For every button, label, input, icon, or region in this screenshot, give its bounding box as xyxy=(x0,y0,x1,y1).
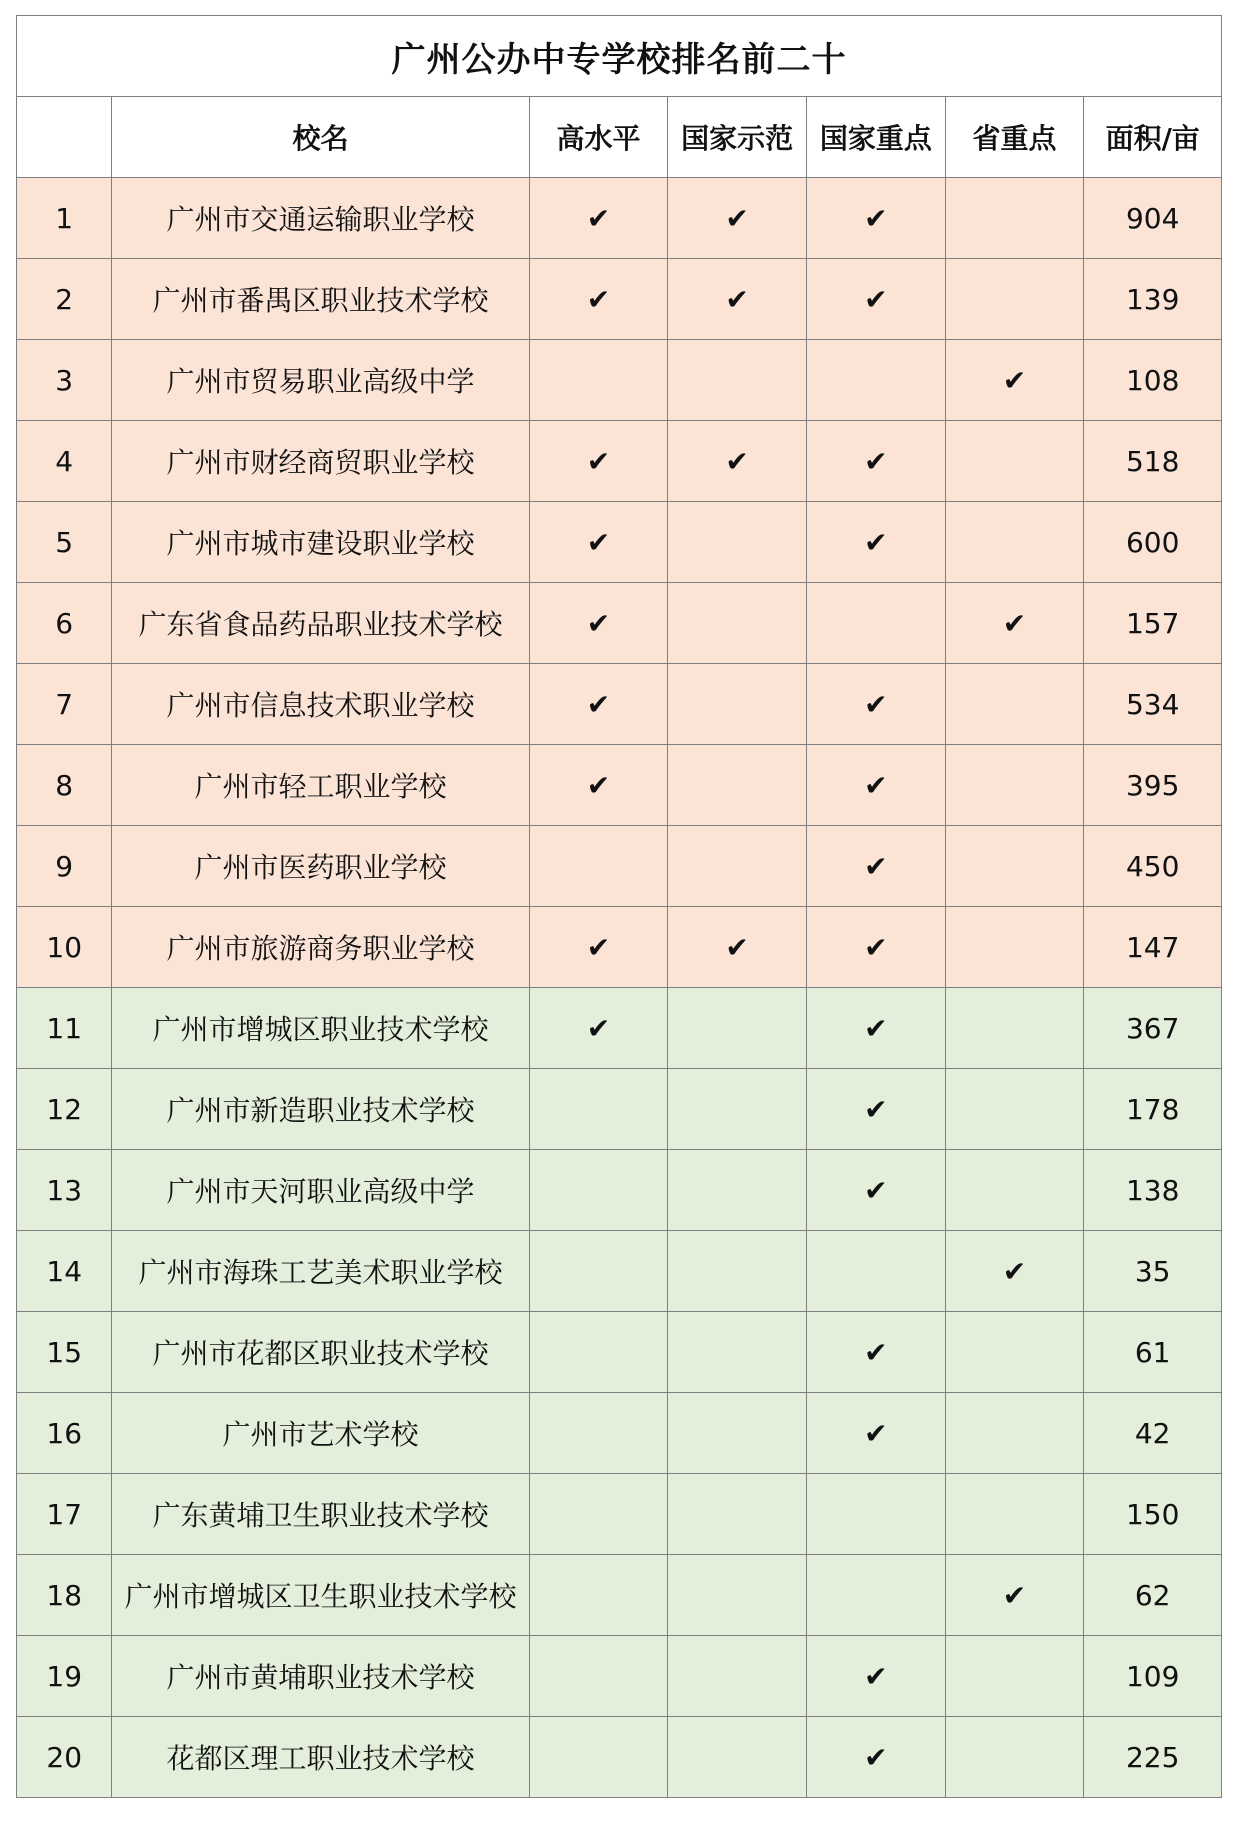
provincial-key-cell xyxy=(945,1393,1084,1474)
national-key-cell: ✔ xyxy=(806,907,945,988)
national-demo-cell xyxy=(668,1474,807,1555)
table-row xyxy=(17,1474,1222,1555)
rank-cell: 12 xyxy=(17,1069,112,1150)
provincial-key-cell xyxy=(945,988,1084,1069)
provincial-key-cell xyxy=(945,421,1084,502)
national-demo-cell xyxy=(668,1555,807,1636)
school-name-cell: 广州市海珠工艺美术职业学校 xyxy=(112,1231,529,1312)
national-demo-cell xyxy=(668,1069,807,1150)
national-demo-cell xyxy=(668,826,807,907)
area-cell: 42 xyxy=(1084,1393,1222,1474)
school-name-cell: 广州市天河职业高级中学 xyxy=(112,1150,529,1231)
high-level-cell: ✔ xyxy=(529,178,668,259)
national-demo-cell xyxy=(668,340,807,421)
provincial-key-cell: ✔ xyxy=(945,340,1084,421)
high-level-cell xyxy=(529,1717,668,1798)
rank-cell: 19 xyxy=(17,1636,112,1717)
high-level-cell: ✔ xyxy=(529,583,668,664)
national-key-cell: ✔ xyxy=(806,502,945,583)
national-demo-cell xyxy=(668,1717,807,1798)
provincial-key-cell xyxy=(945,502,1084,583)
school-name-cell: 广州市城市建设职业学校 xyxy=(112,502,529,583)
rank-cell: 4 xyxy=(17,421,112,502)
high-level-cell: ✔ xyxy=(529,502,668,583)
area-cell: 35 xyxy=(1084,1231,1222,1312)
school-name-cell: 广州市医药职业学校 xyxy=(112,826,529,907)
rank-cell: 6 xyxy=(17,583,112,664)
area-cell: 147 xyxy=(1084,907,1222,988)
rank-cell: 5 xyxy=(17,502,112,583)
table-row xyxy=(17,1555,1222,1636)
table-row xyxy=(17,502,1222,583)
school-name-cell: 广州市旅游商务职业学校 xyxy=(112,907,529,988)
national-key-cell: ✔ xyxy=(806,1717,945,1798)
school-name-cell: 广州市增城区卫生职业技术学校 xyxy=(112,1555,529,1636)
national-demo-cell xyxy=(668,1150,807,1231)
area-cell: 600 xyxy=(1084,502,1222,583)
school-name-cell: 广州市新造职业技术学校 xyxy=(112,1069,529,1150)
ranking-table-container xyxy=(16,15,1222,1798)
national-demo-cell xyxy=(668,502,807,583)
table-row xyxy=(17,178,1222,259)
table-row xyxy=(17,1393,1222,1474)
provincial-key-cell xyxy=(945,907,1084,988)
national-key-cell xyxy=(806,1231,945,1312)
provincial-key-cell: ✔ xyxy=(945,583,1084,664)
table-row xyxy=(17,988,1222,1069)
header-area: 面积/亩 xyxy=(1084,97,1222,178)
high-level-cell xyxy=(529,1231,668,1312)
table-row xyxy=(17,826,1222,907)
high-level-cell xyxy=(529,1312,668,1393)
high-level-cell xyxy=(529,1555,668,1636)
school-name-cell: 广州市花都区职业技术学校 xyxy=(112,1312,529,1393)
provincial-key-cell xyxy=(945,1150,1084,1231)
rank-cell: 20 xyxy=(17,1717,112,1798)
rank-cell: 17 xyxy=(17,1474,112,1555)
high-level-cell xyxy=(529,340,668,421)
school-name-cell: 广州市黄埔职业技术学校 xyxy=(112,1636,529,1717)
provincial-key-cell xyxy=(945,1717,1084,1798)
rank-cell: 8 xyxy=(17,745,112,826)
area-cell: 450 xyxy=(1084,826,1222,907)
header-row xyxy=(17,97,1222,178)
national-key-cell: ✔ xyxy=(806,745,945,826)
national-demo-cell: ✔ xyxy=(668,259,807,340)
national-key-cell: ✔ xyxy=(806,1312,945,1393)
area-cell: 62 xyxy=(1084,1555,1222,1636)
school-name-cell: 广东省食品药品职业技术学校 xyxy=(112,583,529,664)
header-name: 校名 xyxy=(112,97,529,178)
area-cell: 178 xyxy=(1084,1069,1222,1150)
school-name-cell: 广州市番禺区职业技术学校 xyxy=(112,259,529,340)
header-provincial-key: 省重点 xyxy=(945,97,1084,178)
national-demo-cell: ✔ xyxy=(668,907,807,988)
national-key-cell xyxy=(806,1474,945,1555)
high-level-cell xyxy=(529,1150,668,1231)
table-row xyxy=(17,745,1222,826)
provincial-key-cell xyxy=(945,745,1084,826)
table-row xyxy=(17,664,1222,745)
table-row xyxy=(17,1069,1222,1150)
national-demo-cell xyxy=(668,988,807,1069)
rank-cell: 16 xyxy=(17,1393,112,1474)
header-national-demo: 国家示范 xyxy=(668,97,807,178)
high-level-cell: ✔ xyxy=(529,259,668,340)
national-key-cell xyxy=(806,583,945,664)
national-key-cell: ✔ xyxy=(806,988,945,1069)
rank-cell: 2 xyxy=(17,259,112,340)
provincial-key-cell: ✔ xyxy=(945,1555,1084,1636)
table-title: 广州公办中专学校排名前二十 xyxy=(17,16,1222,97)
table-row xyxy=(17,1717,1222,1798)
provincial-key-cell xyxy=(945,1312,1084,1393)
rank-cell: 11 xyxy=(17,988,112,1069)
national-key-cell: ✔ xyxy=(806,1636,945,1717)
rank-cell: 7 xyxy=(17,664,112,745)
header-high-level: 高水平 xyxy=(529,97,668,178)
area-cell: 157 xyxy=(1084,583,1222,664)
national-key-cell: ✔ xyxy=(806,664,945,745)
area-cell: 904 xyxy=(1084,178,1222,259)
school-name-cell: 广州市贸易职业高级中学 xyxy=(112,340,529,421)
national-key-cell: ✔ xyxy=(806,178,945,259)
provincial-key-cell xyxy=(945,1636,1084,1717)
area-cell: 395 xyxy=(1084,745,1222,826)
national-key-cell xyxy=(806,1555,945,1636)
national-demo-cell xyxy=(668,1636,807,1717)
table-row xyxy=(17,1636,1222,1717)
school-name-cell: 广州市艺术学校 xyxy=(112,1393,529,1474)
national-key-cell: ✔ xyxy=(806,826,945,907)
area-cell: 367 xyxy=(1084,988,1222,1069)
high-level-cell: ✔ xyxy=(529,988,668,1069)
high-level-cell: ✔ xyxy=(529,421,668,502)
national-demo-cell xyxy=(668,745,807,826)
national-key-cell: ✔ xyxy=(806,1150,945,1231)
national-demo-cell xyxy=(668,664,807,745)
national-demo-cell: ✔ xyxy=(668,421,807,502)
school-name-cell: 花都区理工职业技术学校 xyxy=(112,1717,529,1798)
high-level-cell xyxy=(529,826,668,907)
area-cell: 518 xyxy=(1084,421,1222,502)
national-demo-cell xyxy=(668,1393,807,1474)
school-ranking-table xyxy=(16,15,1222,1798)
table-row xyxy=(17,421,1222,502)
area-cell: 150 xyxy=(1084,1474,1222,1555)
provincial-key-cell xyxy=(945,259,1084,340)
rank-cell: 14 xyxy=(17,1231,112,1312)
rank-cell: 15 xyxy=(17,1312,112,1393)
national-key-cell: ✔ xyxy=(806,1393,945,1474)
school-name-cell: 广东黄埔卫生职业技术学校 xyxy=(112,1474,529,1555)
rank-cell: 18 xyxy=(17,1555,112,1636)
area-cell: 534 xyxy=(1084,664,1222,745)
provincial-key-cell xyxy=(945,664,1084,745)
national-key-cell: ✔ xyxy=(806,259,945,340)
high-level-cell xyxy=(529,1393,668,1474)
table-row xyxy=(17,583,1222,664)
area-cell: 108 xyxy=(1084,340,1222,421)
table-row xyxy=(17,1312,1222,1393)
provincial-key-cell xyxy=(945,1474,1084,1555)
high-level-cell: ✔ xyxy=(529,664,668,745)
table-row xyxy=(17,1231,1222,1312)
provincial-key-cell xyxy=(945,178,1084,259)
high-level-cell: ✔ xyxy=(529,745,668,826)
area-cell: 109 xyxy=(1084,1636,1222,1717)
school-name-cell: 广州市信息技术职业学校 xyxy=(112,664,529,745)
school-name-cell: 广州市轻工职业学校 xyxy=(112,745,529,826)
high-level-cell xyxy=(529,1636,668,1717)
high-level-cell xyxy=(529,1069,668,1150)
area-cell: 138 xyxy=(1084,1150,1222,1231)
area-cell: 225 xyxy=(1084,1717,1222,1798)
rank-cell: 1 xyxy=(17,178,112,259)
table-row xyxy=(17,1150,1222,1231)
national-demo-cell xyxy=(668,1231,807,1312)
provincial-key-cell: ✔ xyxy=(945,1231,1084,1312)
national-key-cell: ✔ xyxy=(806,1069,945,1150)
school-name-cell: 广州市交通运输职业学校 xyxy=(112,178,529,259)
table-row xyxy=(17,340,1222,421)
area-cell: 139 xyxy=(1084,259,1222,340)
rank-cell: 9 xyxy=(17,826,112,907)
high-level-cell xyxy=(529,1474,668,1555)
rank-cell: 3 xyxy=(17,340,112,421)
area-cell: 61 xyxy=(1084,1312,1222,1393)
provincial-key-cell xyxy=(945,826,1084,907)
provincial-key-cell xyxy=(945,1069,1084,1150)
school-name-cell: 广州市增城区职业技术学校 xyxy=(112,988,529,1069)
rank-cell: 10 xyxy=(17,907,112,988)
national-demo-cell xyxy=(668,1312,807,1393)
national-demo-cell: ✔ xyxy=(668,178,807,259)
national-demo-cell xyxy=(668,583,807,664)
header-national-key: 国家重点 xyxy=(806,97,945,178)
national-key-cell: ✔ xyxy=(806,421,945,502)
rank-cell: 13 xyxy=(17,1150,112,1231)
national-key-cell xyxy=(806,340,945,421)
table-row xyxy=(17,907,1222,988)
table-row xyxy=(17,259,1222,340)
table-body xyxy=(17,178,1222,1798)
high-level-cell: ✔ xyxy=(529,907,668,988)
school-name-cell: 广州市财经商贸职业学校 xyxy=(112,421,529,502)
header-rank xyxy=(17,97,112,178)
